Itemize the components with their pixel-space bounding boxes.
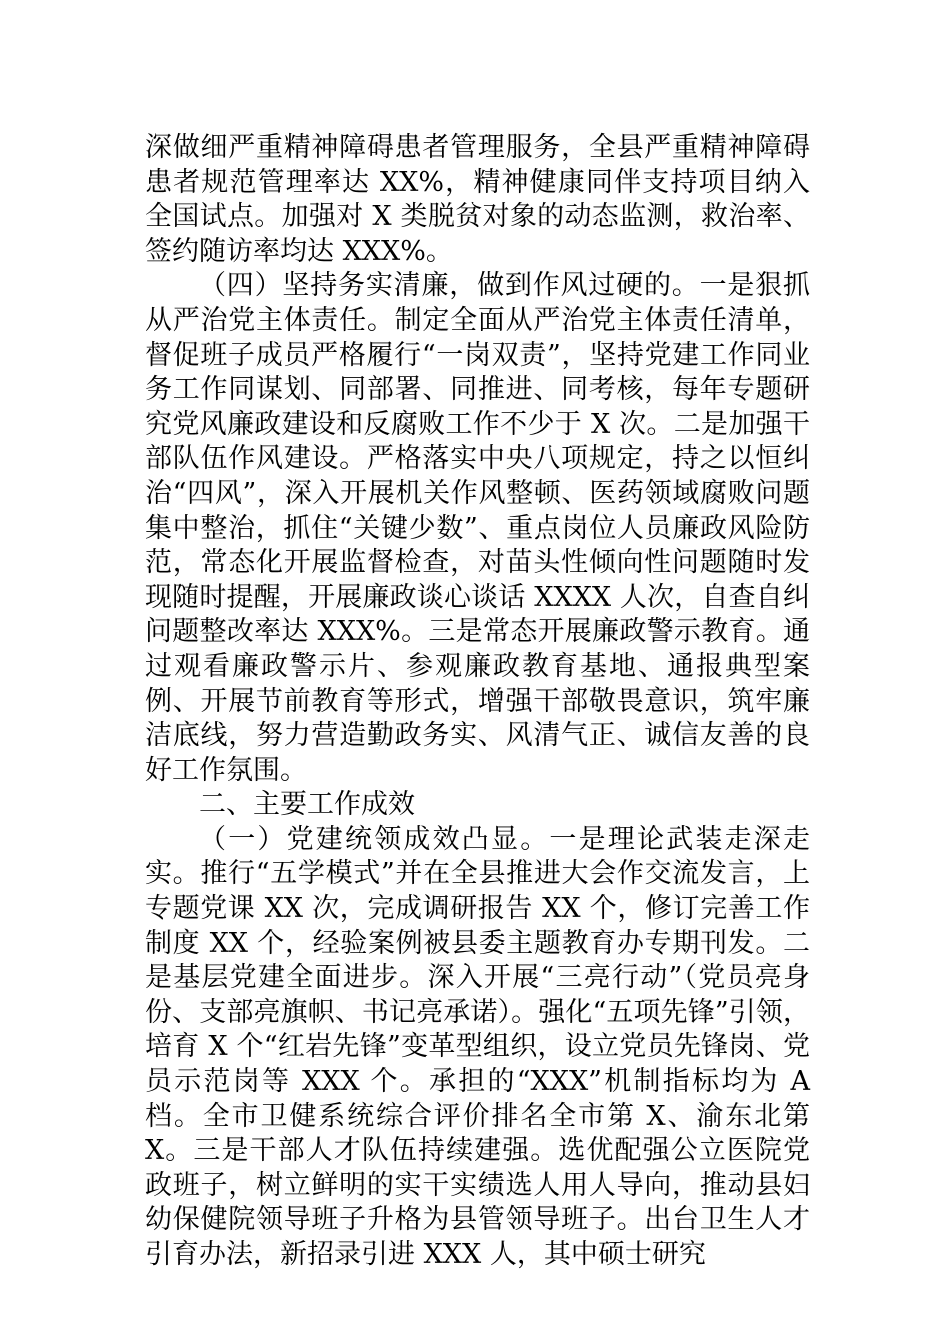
document-body xyxy=(145,131,810,1273)
section-heading: 二、主要工作成效 xyxy=(199,789,415,821)
paragraph-section-four: （四）坚持务实清廉，做到作风过硬的。一是狠抓从严治党主体责任。制定全面从严治党主体责任清单，督促班子成员严格履行“一岗双责”，坚持党建工作同业务工作同谋划、同部署、同推进、同考核，每年专题研究党风廉政建设和反腐败工作不少于 X 次。二是加强干部队伍作风建设。严格落实中央八项规定，持之以恒纠治“四风”，深入开展机关作风整顿、医药领域腐败问题集中整治，抓住“关键少数”、重点岗位人员廉政风险防范，常态化开展监督检查，对苗头性倾向性问题随时发现随时提醒，开展廉政谈心谈话 XXXX 人次，自查自纠问题整改率达 XXX%。三是常态开展廉政警示教育。通过观看廉政警示片、参观廉政教育基地、通报典型案例、开展节前教育等形式，增强干部敬畏意识，筑牢廉洁底线，努力营造勤政务实、风清气正、诚信友善的良好工作氛围。 xyxy=(145,270,810,786)
paragraph-continuation: 深做细严重精神障碍患者管理服务，全县严重精神障碍患者规范管理率达 XX%，精神健康同伴支持项目纳入全国试点。加强对 X 类脱贫对象的动态监测，救治率、签约随访率均达 XXX%。 xyxy=(145,132,810,267)
paragraph-section-one: （一）党建统领成效凸显。一是理论武装走深走实。推行“五学模式”并在全县推进大会作交流发言，上专题党课 XX 次，完成调研报告 XX 个，修订完善工作制度 XX 个，经验案例被县委主题教育办专期刊发。二是基层党建全面进步。深入开展“三亮行动”（党员亮身份、支部亮旗帜、书记亮承诺）。强化“五项先锋”引领，培育 X 个“红岩先锋”变革型组织，设立党员先锋岗、党员示范岗等 XXX 个。承担的“XXX”机制指标均为 A 档。全市卫健系统综合评价排名全市第 X、渝东北第 X。三是干部人才队伍持续建强。选优配强公立医院党政班子，树立鲜明的实干实绩选人用人导向，推动县妇幼保健院领导班子升格为县管领导班子。出台卫生人才引育办法，新招录引进 XXX 人，其中硕士研究 xyxy=(145,823,810,1270)
